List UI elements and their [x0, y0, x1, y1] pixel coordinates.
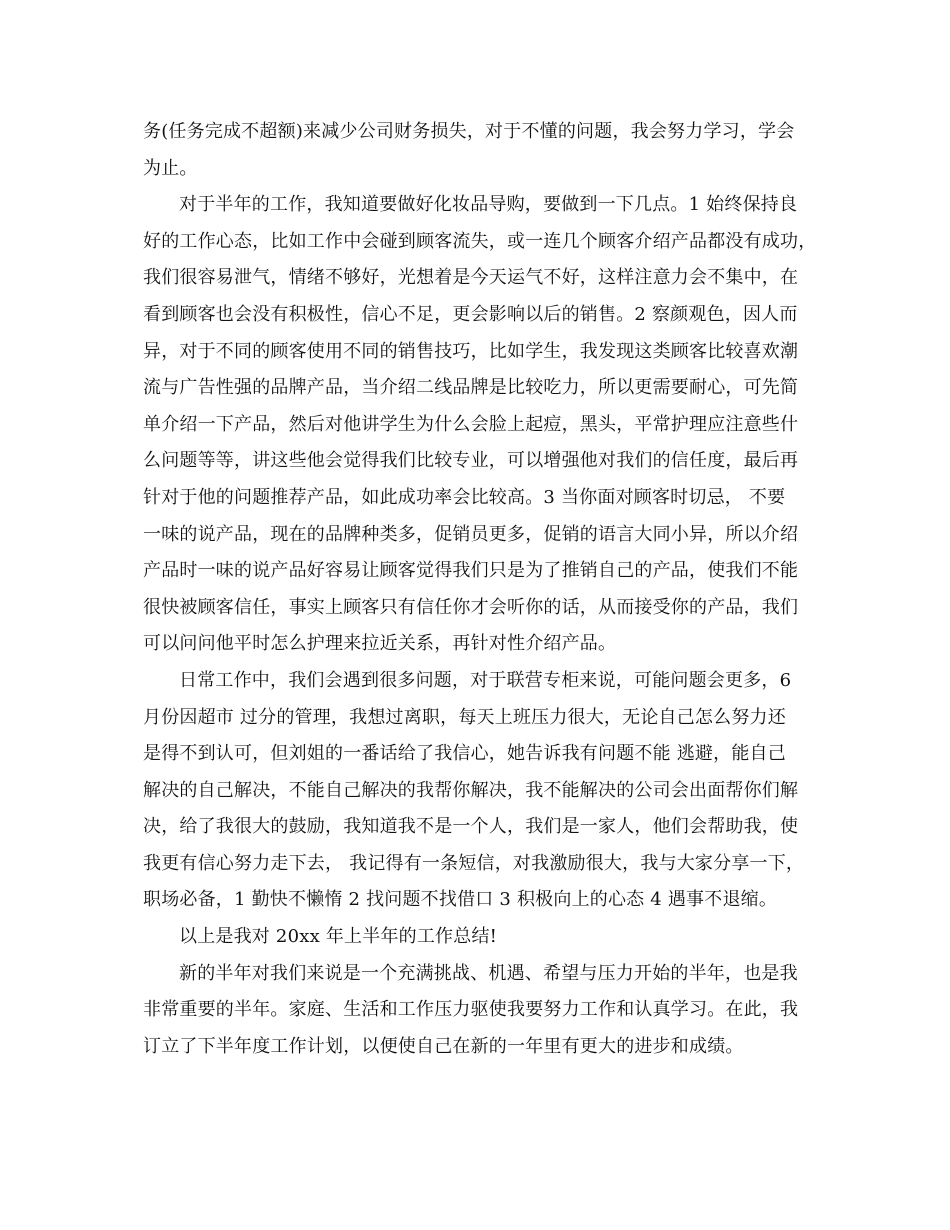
- text-line: 月份因超市 过分的管理，我想过离职，每天上班压力很大，无论自己怎么努力还: [143, 706, 786, 728]
- text-line: 我们很容易泄气，情绪不够好，光想着是今天运气不好，这样注意力会不集中，在: [143, 267, 799, 289]
- paragraph-start-line: 新的半年对我们来说是一个充满挑战、机遇、希望与压力开始的半年，也是我: [179, 962, 798, 984]
- text-line: 异，对于不同的顾客使用不同的销售技巧，比如学生，我发现这类顾客比较喜欢潮: [143, 340, 799, 362]
- text-line: 一味的说产品，现在的品牌种类多，促销员更多，促销的语言大同小异，所以介绍: [143, 523, 799, 545]
- paragraph-start-line: 对于半年的工作，我知道要做好化妆品导购，要做到一下几点。1 始终保持良: [179, 194, 798, 216]
- text-line: 看到顾客也会没有积极性，信心不足，更会影响以后的销售。2 察颜观色，因人而: [143, 303, 798, 325]
- document-body: [143, 114, 815, 1065]
- text-line: 好的工作心态，比如工作中会碰到顾客流失，或一连几个顾客介绍产品都没有成功，: [143, 230, 817, 252]
- text-line: 解决的自己解决，不能自己解决的我帮你解决，我不能解决的公司会出面帮你们解: [143, 779, 799, 801]
- text-line: 可以问问他平时怎么护理来拉近关系，再针对性介绍产品。: [143, 633, 617, 655]
- text-line: 针对于他的问题推荐产品，如此成功率会比较高。3 当你面对顾客时切忌， 不要: [143, 486, 786, 508]
- text-line: 么问题等等，讲这些他会觉得我们比较专业，可以增强他对我们的信任度，最后再: [143, 450, 799, 472]
- text-line: 职场必备，1 勤快不懒惰 2 找问题不找借口 3 积极向上的心态 4 遇事不退缩。: [143, 889, 778, 911]
- text-line: 决，给了我很大的鼓励，我知道我不是一个人，我们是一家人，他们会帮助我，使: [143, 816, 799, 838]
- text-line: 很快被顾客信任，事实上顾客只有信任你才会听你的话，从而接受你的产品，我们: [143, 596, 799, 618]
- text-line: 流与广告性强的品牌产品，当介绍二线品牌是比较吃力，所以更需要耐心，可先简: [143, 377, 799, 399]
- text-line: 单介绍一下产品，然后对他讲学生为什么会脸上起痘，黑头，平常护理应注意些什: [143, 413, 799, 435]
- paragraph-start-line: 以上是我对 20xx 年上半年的工作总结!: [179, 926, 498, 948]
- text-line: 非常重要的半年。家庭、生活和工作压力驱使我要努力工作和认真学习。在此，我: [143, 999, 799, 1021]
- text-line: 我更有信心努力走下去， 我记得有一条短信，对我激励很大，我与大家分享一下，: [143, 852, 805, 874]
- text-line: 务(任务完成不超额)来减少公司财务损失，对于不懂的问题，我会努力学习，学会: [143, 121, 795, 142]
- paragraph-start-line: 日常工作中，我们会遇到很多问题，对于联营专柜来说，可能问题会更多，6: [179, 669, 792, 691]
- text-line: 产品时一味的说产品好容易让顾客觉得我们只是为了推销自己的产品，使我们不能: [143, 560, 799, 582]
- text-line: 是得不到认可，但刘姐的一番话给了我信心，她告诉我有问题不能 逃避，能自己: [143, 743, 786, 765]
- text-line: 为止。: [143, 157, 198, 179]
- text-line: 订立了下半年度工作计划，以便使自己在新的一年里有更大的进步和成绩。: [143, 1035, 744, 1057]
